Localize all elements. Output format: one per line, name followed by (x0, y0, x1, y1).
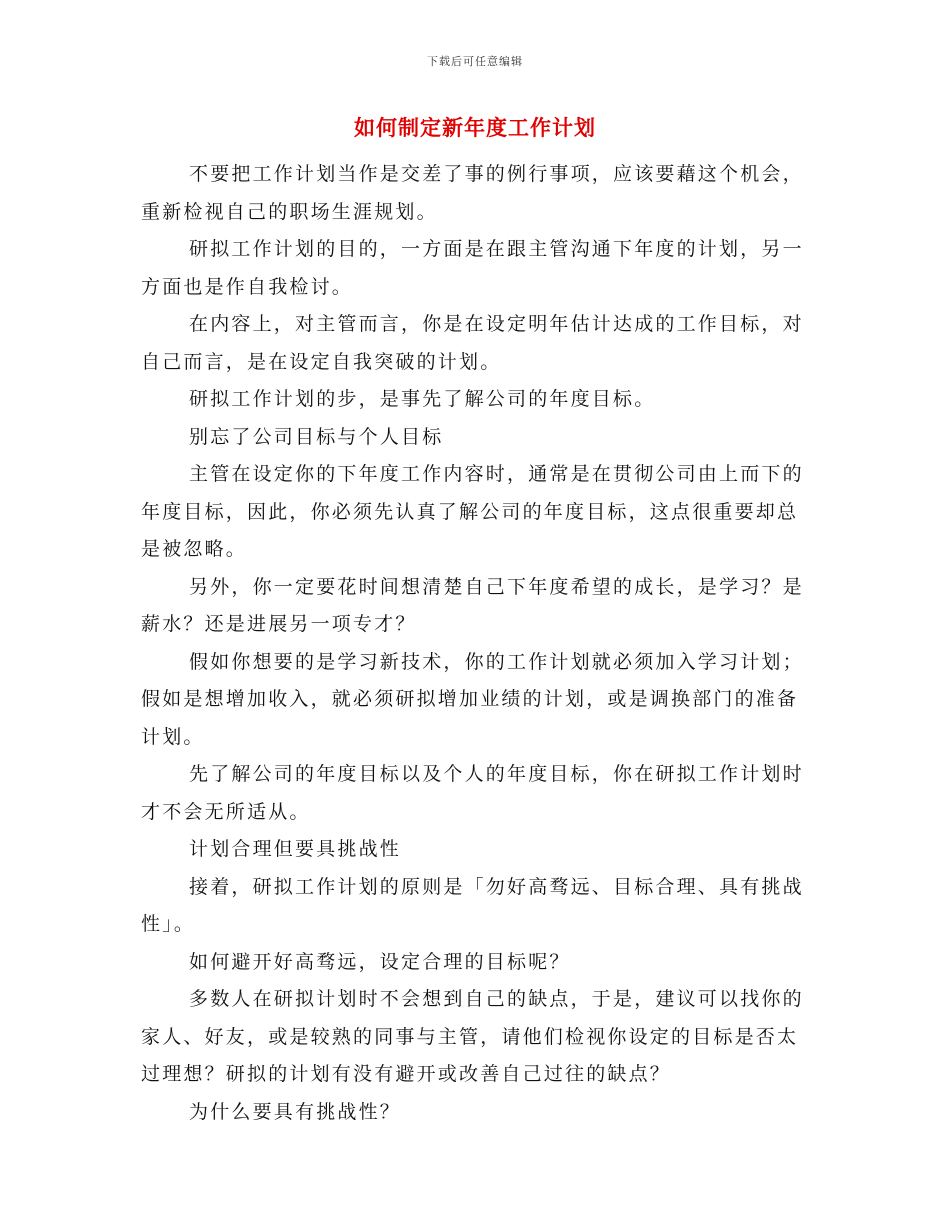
paragraph: 另外，你一定要花时间想清楚自己下年度希望的成长，是学习？是薪水？还是进展另一项专才？ (141, 575, 804, 635)
paragraph: 假如你想要的是学习新技术，你的工作计划就必须加入学习计划；假如是想增加收入，就必须研拟增加业绩的计划，或是调换部门的准备计划。 (141, 650, 804, 748)
paragraph: 主管在设定你的下年度工作内容时，通常是在贯彻公司由上而下的年度目标，因此，你必须先认真了解公司的年度目标，这点很重要却总是被忽略。 (141, 463, 804, 560)
paragraph: 为什么要具有挑战性？ (189, 1100, 402, 1123)
document-title: 如何制定新年度工作计划 (354, 115, 596, 140)
paragraph: 多数人在研拟计划时不会想到自己的缺点，于是，建议可以找你的家人、好友，或是较熟的同事与主管，请他们检视你设定的目标是否太过理想？研拟的计划有没有避开或改善自己过往的缺点？ (141, 988, 804, 1085)
paragraph: 接着，研拟工作计划的原则是「勿好高骛远、目标合理、具有挑战性」。 (141, 875, 804, 935)
section-heading: 别忘了公司目标与个人目标 (189, 425, 444, 448)
paragraph: 研拟工作计划的步，是事先了解公司的年度目标。 (189, 388, 656, 410)
paragraph: 先了解公司的年度目标以及个人的年度目标，你在研拟工作计划时才不会无所适从。 (141, 763, 804, 823)
section-heading: 计划合理但要具挑战性 (189, 838, 402, 860)
paragraph: 如何避开好高骛远，设定合理的目标呢？ (189, 950, 571, 973)
header-note: 下载后可任意编辑 (427, 55, 523, 68)
paragraph: 在内容上，对主管而言，你是在设定明年估计达成的工作目标，对自己而言，是在设定自我突破的计划。 (141, 313, 804, 373)
paragraph: 研拟工作计划的目的，一方面是在跟主管沟通下年度的计划，另一方面也是作自我检讨。 (141, 238, 804, 298)
paragraph: 不要把工作计划当作是交差了事的例行事项，应该要藉这个机会， 重新检视自己的职场生涯规划。 (141, 163, 804, 223)
document-body (141, 156, 813, 1131)
